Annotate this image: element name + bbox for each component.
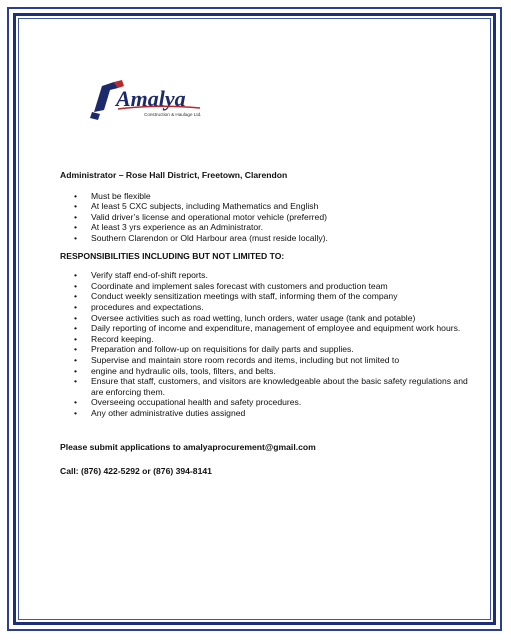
list-item: • Any other administrative duties assigned [60, 408, 480, 419]
responsibilities-list [60, 270, 480, 418]
list-item: • Conduct weekly sensitization meetings with staff, informing them of the company [60, 291, 480, 302]
application-email: Please submit applications to amalyaprocurement@gmail.com [60, 442, 316, 453]
list-item: • At least 5 CXC subjects, including Mathematics and English [60, 201, 480, 212]
list-item: • Southern Clarendon or Old Harbour area (must reside locally). [60, 233, 480, 244]
list-item: • engine and hydraulic oils, tools, filters, and belts. [60, 366, 480, 377]
list-item: • procedures and expectations. [60, 302, 480, 313]
excavator-logo-icon [88, 76, 208, 122]
list-item: • Daily reporting of income and expenditure, management of employee and equipment work hours. [60, 323, 480, 334]
list-item: • Valid driver’s license and operational motor vehicle (preferred) [60, 212, 480, 223]
list-item: • Oversee activities such as road wetting, lunch orders, water usage (tank and potable) [60, 313, 480, 324]
list-item: • Record keeping. [60, 334, 480, 345]
list-item: • Verify staff end-of-shift reports. [60, 270, 480, 281]
svg-text:Amalya: Amalya [116, 86, 186, 111]
list-item: • Coordinate and implement sales forecast with customers and production team [60, 281, 480, 292]
contact-phone: Call: (876) 422-5292 or (876) 394-8141 [60, 466, 212, 477]
svg-text:Construction & Haulage Ltd.: Construction & Haulage Ltd. [144, 112, 202, 117]
list-item: • Overseeing occupational health and safety procedures. [60, 397, 480, 408]
list-item: • Supervise and maintain store room records and items, including but not limited to [60, 355, 480, 366]
list-item: • At least 3 yrs experience as an Administrator. [60, 222, 480, 233]
responsibilities-heading: RESPONSIBILITIES INCLUDING BUT NOT LIMITED TO: [60, 250, 285, 261]
list-item: • Ensure that staff, customers, and visitors are knowledgeable about the basic safety regulations and are enforcing them. [60, 376, 480, 397]
job-posting [60, 170, 480, 477]
company-logo [88, 76, 208, 122]
list-item: • Must be flexible [60, 191, 480, 202]
requirements-list [60, 191, 480, 244]
job-title: Administrator – Rose Hall District, Freetown, Clarendon [60, 170, 288, 180]
list-item: • Preparation and follow-up on requisitions for daily parts and supplies. [60, 344, 480, 355]
